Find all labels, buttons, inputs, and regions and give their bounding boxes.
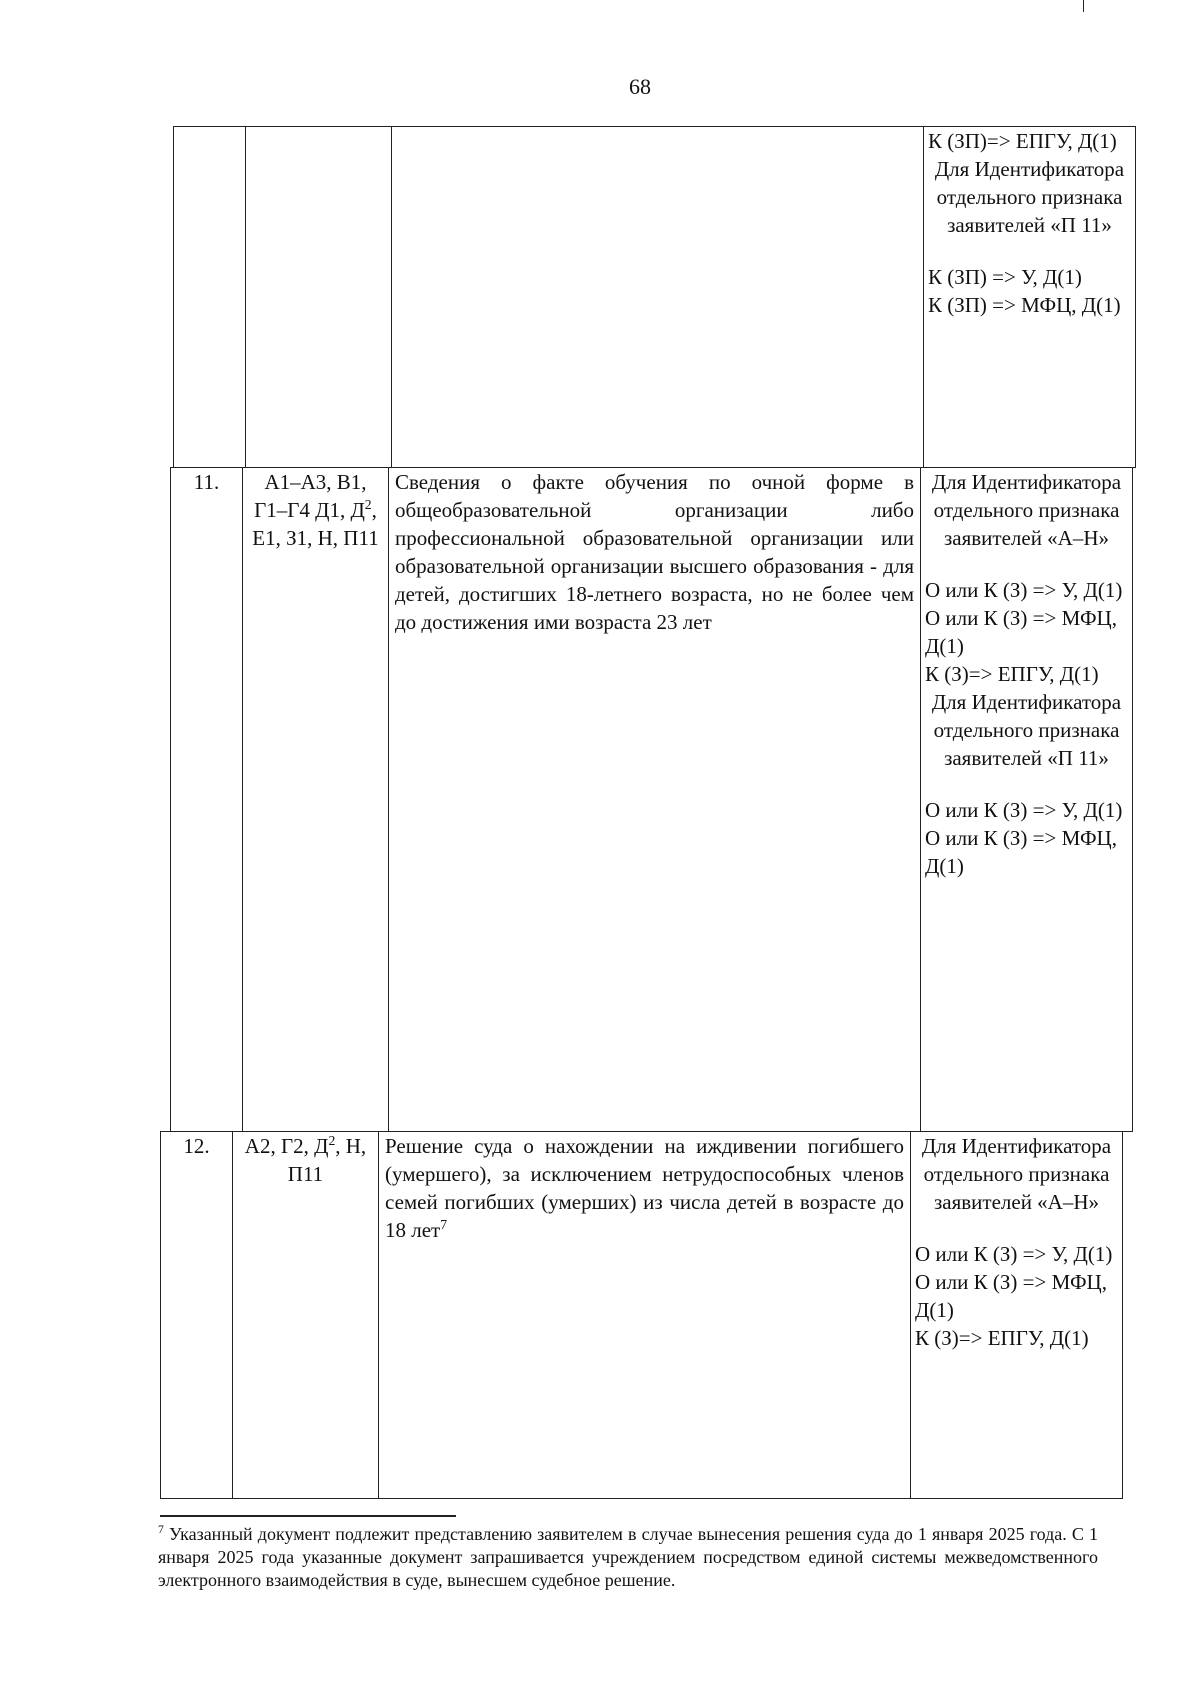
categories-cell — [233, 1132, 379, 1499]
page-number-text: 68 — [629, 74, 651, 99]
route-line: Для Идентификатора отдельного признака заявителей «А–Н» — [921, 1134, 1112, 1214]
categories-cell — [243, 468, 389, 1132]
route-line: О или К (З) => У, Д(1) — [925, 798, 1123, 822]
row-number-cell: 11. — [171, 468, 243, 1132]
route-line: О или К (З) => У, Д(1) — [915, 1242, 1113, 1266]
route-spacer — [915, 1216, 1118, 1240]
route-line: О или К (З) => МФЦ, Д(1) — [915, 1270, 1107, 1322]
footnote-text: Указанный документ подлежит представлению заявителем в случае вынесения решения суда до 1 января 2025 года. С 1 января 2025 года указанные документ запрашивается учреждением посредством единой системы межведомственного электронного взаимодействия в суде, вынесшем судебное решение. — [158, 1524, 1098, 1590]
categories-text-tail: , Е1, З1, Н, П11 — [252, 498, 379, 550]
requirements-table-row-12 — [160, 1131, 1123, 1499]
footnote-separator — [160, 1515, 456, 1517]
route-spacer — [928, 239, 1131, 263]
description-text: Решение суда о нахождении на иждивении погибшего (умершего), за исключением нетрудоспособных членов семей погибших (умерших) из числа детей в возрасте до 18 лет — [385, 1134, 904, 1242]
requirements-table-continuation — [173, 126, 1136, 468]
scan-edge-mark — [1083, 0, 1084, 12]
categories-superscript: 2 — [364, 497, 372, 512]
categories-cell — [246, 127, 392, 468]
route-line: Для Идентификатора отдельного признака заявителей «А–Н» — [931, 470, 1122, 550]
description-cell: Сведения о факте обучения по очной форме в общеобразовательной организации либо профессиональной образовательной организации или образовательной организации высшего образования - для детей, достигших 18-летнего возраста, но не более чем до достижения ими возраста 23 лет — [389, 468, 921, 1132]
requirements-table-row-11 — [170, 467, 1133, 1132]
row-number-cell — [174, 127, 246, 468]
row-number-cell: 12. — [161, 1132, 233, 1499]
route-cell — [911, 1132, 1123, 1499]
footnote — [158, 1523, 1098, 1592]
categories-text: А2, Г2, Д — [244, 1134, 329, 1158]
categories-text-tail: , Н, П11 — [287, 1134, 367, 1186]
categories-text: А1–А3, В1, Г1–Г4 Д1, Д — [254, 470, 367, 522]
page-number — [0, 74, 1200, 100]
route-line: О или К (З) => МФЦ, Д(1) — [925, 826, 1117, 878]
route-line: К (З)=> ЕПГУ, Д(1) — [915, 1326, 1089, 1350]
route-line: Для Идентификатора отдельного признака заявителей «П 11» — [931, 690, 1122, 770]
description-cell — [379, 1132, 911, 1499]
route-line: Для Идентификатора отдельного признака заявителей «П 11» — [934, 157, 1125, 237]
route-line: К (ЗП) => МФЦ, Д(1) — [928, 293, 1121, 317]
route-line: К (ЗП) => У, Д(1) — [928, 265, 1082, 289]
table-row — [161, 1132, 1123, 1499]
route-cell — [924, 127, 1136, 468]
route-line: О или К (З) => МФЦ, Д(1) — [925, 606, 1117, 658]
table-row — [174, 127, 1136, 468]
route-spacer — [925, 552, 1128, 576]
categories-superscript: 2 — [328, 1133, 336, 1148]
route-line: К (ЗП)=> ЕПГУ, Д(1) — [928, 129, 1117, 153]
description-cell — [392, 127, 924, 468]
route-spacer — [925, 772, 1128, 796]
route-line: К (З)=> ЕПГУ, Д(1) — [925, 662, 1099, 686]
route-cell — [921, 468, 1133, 1132]
footnote-reference: 7 — [440, 1217, 448, 1232]
table-row — [171, 468, 1133, 1132]
route-line: О или К (З) => У, Д(1) — [925, 578, 1123, 602]
footnote-marker: 7 — [158, 1523, 164, 1536]
